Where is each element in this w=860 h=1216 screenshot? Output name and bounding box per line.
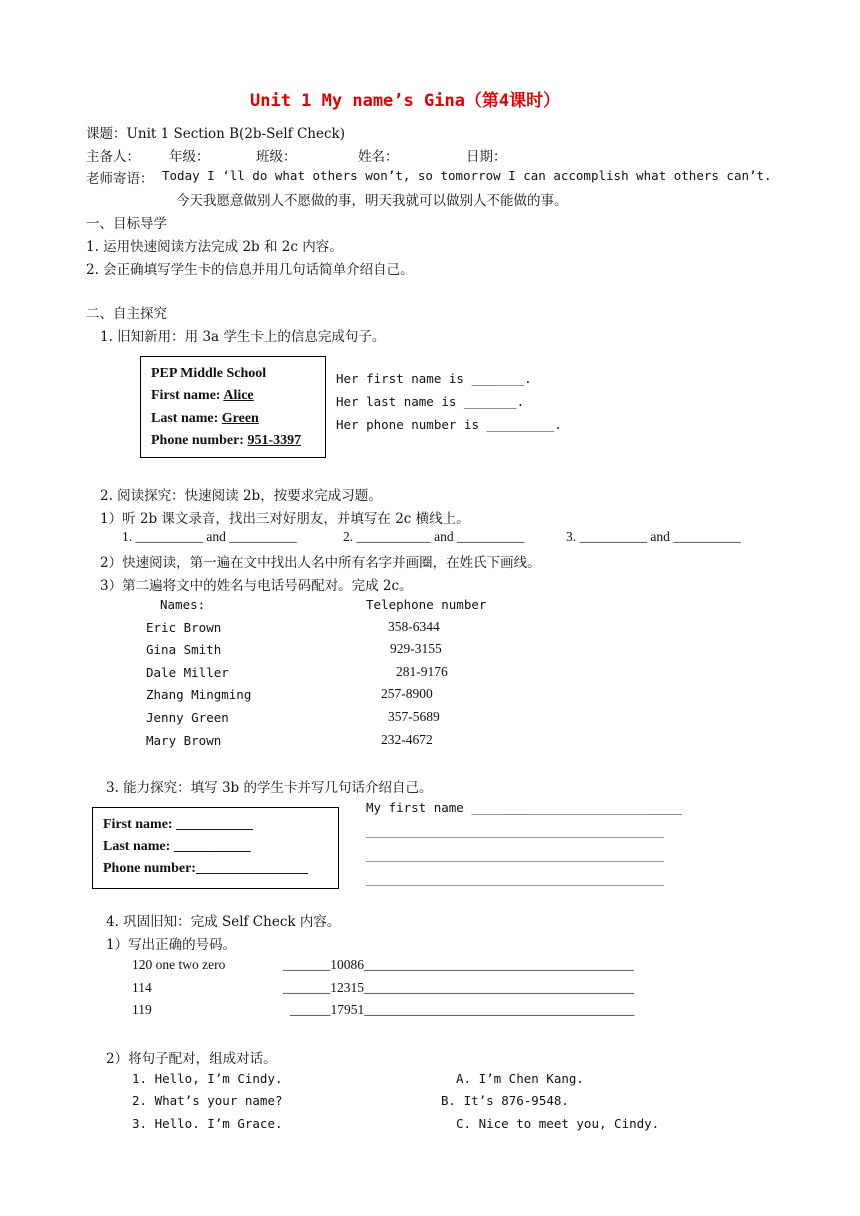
dialog-left: 2. What’s your name?: [132, 1093, 283, 1108]
card-first-name: First name: Alice: [151, 388, 254, 403]
question-2: 2. 阅读探究：快速阅读 2b，按要求完成习题。: [100, 488, 382, 504]
number-row[interactable]: ______17951________________________________________: [290, 1002, 635, 1017]
pair-blank-1[interactable]: 1. __________ and __________: [122, 529, 297, 544]
card-school: PEP Middle School: [151, 366, 267, 381]
name-item: Jenny Green: [146, 710, 229, 725]
name-item: Dale Miller: [146, 665, 229, 680]
fill-sentence[interactable]: Her phone number is _________.: [336, 417, 562, 432]
intro-line[interactable]: My first name ____________________________: [366, 800, 683, 815]
blank-last-name[interactable]: Last name: ___________: [103, 839, 251, 854]
motto-chinese: 今天我愿意做别人不愿做的事，明天我就可以做别人不能做的事。: [176, 193, 568, 209]
dialog-right: B. It’s 876-9548.: [441, 1093, 569, 1108]
student-name-label: 姓名：: [358, 149, 399, 165]
number-row[interactable]: _______12315________________________________________: [283, 980, 634, 995]
pair-blank-2[interactable]: 2. ___________ and __________: [343, 529, 525, 544]
question-2-1: 1）听 2b 课文录音，找出三对好朋友，并填写在 2c 横线上。: [100, 511, 470, 527]
goal-item: 2. 会正确填写学生卡的信息并用几句话简单介绍自己。: [86, 262, 414, 278]
dialog-right: C. Nice to meet you, Cindy.: [456, 1116, 660, 1131]
phone-item: 232-4672: [381, 732, 433, 747]
fill-sentence[interactable]: Her first name is _______.: [336, 371, 532, 386]
question-1: 1. 旧知新用：用 3a 学生卡上的信息完成句子。: [100, 329, 386, 345]
section1-heading: 一、目标导学: [86, 216, 167, 232]
goal-item: 1. 运用快速阅读方法完成 2b 和 2c 内容。: [86, 239, 343, 255]
phones-header: Telephone number: [366, 597, 487, 612]
preparer-label: 主备人：: [86, 149, 140, 165]
number-left: 120 one two zero: [132, 957, 226, 972]
names-header: Names:: [160, 597, 206, 612]
blank-phone[interactable]: Phone number:________________: [103, 861, 308, 876]
fill-sentence[interactable]: Her last name is _______.: [336, 394, 525, 409]
phone-item: 358-6344: [388, 619, 440, 634]
dialog-right: A. I’m Chen Kang.: [456, 1071, 584, 1086]
name-item: Eric Brown: [146, 620, 222, 635]
phone-item: 357-5689: [388, 709, 440, 724]
question-4-2: 2）将句子配对，组成对话。: [106, 1051, 277, 1067]
card-last-name: Last name: Green: [151, 411, 259, 426]
name-item: Zhang Mingming: [146, 687, 252, 702]
class-label: 班级：: [256, 149, 297, 165]
student-card-blank: [92, 807, 339, 889]
question-2-2: 2）快速阅读，第一遍在文中找出人名中所有名字并画圈，在姓氏下画线。: [100, 555, 541, 571]
blank-first-name[interactable]: First name: ___________: [103, 817, 254, 832]
name-item: Gina Smith: [146, 642, 222, 657]
page-title: Unit 1 My name’s Gina（第4课时）: [250, 91, 561, 111]
question-3: 3. 能力探究：填写 3b 的学生卡并写几句话介绍自己。: [106, 780, 433, 796]
intro-line[interactable]: ___________________________________________: [366, 872, 664, 886]
phone-item: 929-3155: [390, 641, 442, 656]
intro-line[interactable]: ___________________________________________: [366, 824, 664, 838]
grade-label: 年级：: [169, 149, 210, 165]
number-row[interactable]: _______10086________________________________________: [283, 957, 634, 972]
intro-line[interactable]: ___________________________________________: [366, 848, 664, 862]
motto-english: Today I ‘ll do what others won’t, so tomorrow I can accomplish what others can’t.: [162, 168, 772, 183]
name-item: Mary Brown: [146, 733, 222, 748]
number-left: 119: [132, 1002, 152, 1017]
pair-blank-3[interactable]: 3. __________ and __________: [566, 529, 741, 544]
topic-line: 课题：Unit 1 Section B(2b-Self Check): [86, 126, 345, 142]
question-2-3: 3）第二遍将文中的姓名与电话号码配对。完成 2c。: [100, 578, 413, 594]
number-left: 114: [132, 980, 152, 995]
card-phone: Phone number: 951-3397: [151, 433, 302, 448]
phone-item: 281-9176: [396, 664, 448, 679]
question-4: 4. 巩固旧知：完成 Self Check 内容。: [106, 914, 341, 930]
date-label: 日期：: [466, 149, 507, 165]
dialog-left: 3. Hello. I’m Grace.: [132, 1116, 283, 1131]
dialog-left: 1. Hello, I’m Cindy.: [132, 1071, 283, 1086]
section2-heading: 二、自主探究: [86, 306, 167, 322]
phone-item: 257-8900: [381, 686, 433, 701]
question-4-1: 1）写出正确的号码。: [106, 937, 237, 953]
student-card-alice: [140, 356, 326, 458]
motto-label: 老师寄语：: [86, 171, 154, 187]
